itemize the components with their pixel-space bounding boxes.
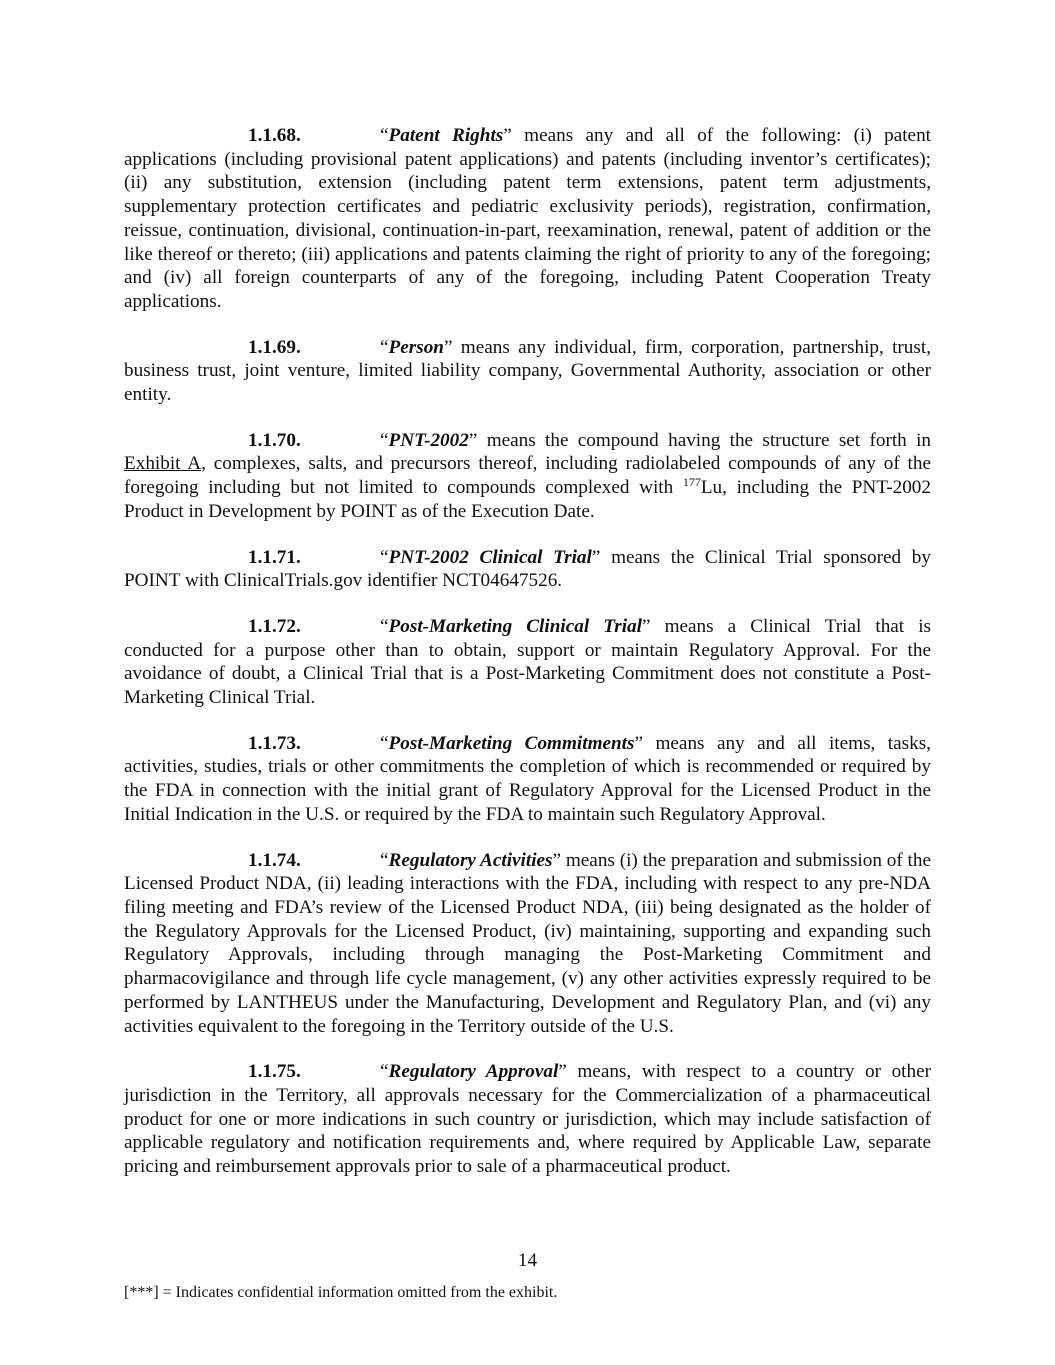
defined-term: PNT-2002 — [388, 429, 469, 451]
defined-term: Patent Rights — [388, 125, 504, 146]
definition-text: means a Clinical Trial that is conducted for a purpose other than to obtain, support or maintain Regulatory Approval. For the avoidance of doubt, a Clinical Trial that is a Post-Marketing Commitment does not constitute a Post-Marketing Clinical Trial. — [124, 615, 932, 709]
definition-text: means the Clinical Trial sponsored by POINT with ClinicalTrials.gov identifier NCT04647526. — [124, 546, 931, 592]
definition-text: Lu, including the PNT-2002 Product in Development by POINT as of the Execution Date. — [124, 477, 931, 522]
definition-text: means the compound having the structure set forth in — [477, 429, 931, 451]
definition-text: means (i) the preparation and submission of the Licensed Product NDA, (ii) leading interactions with the FDA, including with respect to any pre-NDA filing meeting and FDA’s review of the Licensed Product NDA, (iii) being designated as the holder of the Regulatory Approvals for the Licensed Product, (iv) maintaining, supporting and expanding such Regulatory Approvals, including through managing the Post-Marketing Commitment and pharmacovigilance and through life cycle management, (v) any other activities expressly required to be performed by LANTHEUS under the Manufacturing, Development and Regulatory Plan, and (vi) any activities equivalent to the foregoing in the Territory outside of the U.S. — [124, 849, 931, 1037]
section-number: 1.1.71. — [248, 546, 301, 568]
definition-1-1-70: 1.1.70. “PNT-2002” means the compound having the structure set forth in Exhibit A, complexes, salts, and precursors thereof, including radiolabeled compounds of any of the foregoing including but not limited to compounds complexed with $^{177}$Lu, including the PNT-2002 Product in Development by POINT as of the Execution Date. — [124, 429, 932, 522]
definition-text: means any and all of the following: (i) patent applications (including provisional patent applications) and patents (including inventor’s certificates); (ii) any substitution, extension (including patent term extensions, patent term adjustments, supplementary protection certificates and pediatric exclusivity periods), registration, confirmation, reissue, continuation, divisional, continuation-in-part, reexamination, renewal, patent of addition or the like thereof or thereto; (iii) applications and patents claiming the right of priority to any of the foregoing; and (iv) all foreign counterparts of any of the foregoing, including Patent Cooperation Treaty applications. — [124, 125, 931, 312]
confidentiality-footer: [***] = Indicates confidential information omitted from the exhibit. — [124, 1284, 558, 1301]
definition-1-1-69: 1.1.69. “Person” means any individual, firm, corporation, partnership, trust, business trust, joint venture, limited liability company, Governmental Authority, association or other entity. — [124, 336, 931, 406]
document-body — [124, 124, 931, 1201]
isotope-superscript: 177 — [682, 475, 701, 490]
section-number: 1.1.72. — [248, 615, 301, 637]
definition-text: means any and all items, tasks, activities, studies, trials or other commitments the completion of which is recommended or required by the FDA in connection with the initial grant of Regulatory Approval for the Licensed Product in the Initial Indication in the U.S. or required by the FDA to maintain such Regulatory Approval. — [124, 732, 931, 825]
section-number: 1.1.68. — [248, 125, 301, 146]
defined-term: Post-Marketing Clinical Trial — [388, 615, 642, 637]
definition-1-1-71: 1.1.71. “PNT-2002 Clinical Trial” means the Clinical Trial sponsored by POINT with ClinicalTrials.gov identifier NCT04647526. — [124, 546, 931, 592]
defined-term: Person — [388, 336, 444, 358]
defined-term: Regulatory Activities — [388, 849, 553, 871]
definition-1-1-72: 1.1.72. “Post-Marketing Clinical Trial” means a Clinical Trial that is conducted for a purpose other than to obtain, support or maintain Regulatory Approval. For the avoidance of doubt, a Clinical Trial that is a Post-Marketing Commitment does not constitute a Post-Marketing Clinical Trial. — [124, 615, 932, 709]
section-number: 1.1.75. — [248, 1061, 301, 1083]
section-number: 1.1.70. — [248, 429, 301, 451]
definition-1-1-75: 1.1.75. “Regulatory Approval” means, with respect to a country or other jurisdiction in the Territory, all approvals necessary for the Commercialization of a pharmaceutical product for one or more indications in such country or jurisdiction, which may include satisfaction of applicable regulatory and notification requirements and, where required by Applicable Law, separate pricing and reimbursement approvals prior to sale of a pharmaceutical product. — [124, 1061, 932, 1178]
page-number: 14 — [517, 1250, 538, 1271]
definition-text: means any individual, firm, corporation, partnership, trust, business trust, joint venture, limited liability company, Governmental Authority, association or other entity. — [124, 336, 931, 406]
definition-1-1-74: 1.1.74. “Regulatory Activities” means (i) the preparation and submission of the Licensed Product NDA, (ii) leading interactions with the FDA, including with respect to any pre-NDA filing meeting and FDA’s review of the Licensed Product NDA, (iii) being designated as the holder of the Regulatory Approvals for the Licensed Product, (iv) maintaining, supporting and expanding such Regulatory Approvals, including through managing the Post-Marketing Commitment and pharmacovigilance and through life cycle management, (v) any other activities expressly required to be performed by LANTHEUS under the Manufacturing, Development and Regulatory Plan, and (vi) any activities equivalent to the foregoing in the Territory outside of the U.S. — [124, 849, 931, 1037]
definition-1-1-73: 1.1.73. “Post-Marketing Commitments” means any and all items, tasks, activities, studies, trials or other commitments the completion of which is recommended or required by the FDA in connection with the initial grant of Regulatory Approval for the Licensed Product in the Initial Indication in the U.S. or required by the FDA to maintain such Regulatory Approval. — [124, 732, 931, 825]
definition-text: , complexes, salts, and precursors thereof, including radiolabeled compounds of any of the foregoing including but not limited to compounds complexed with — [124, 453, 932, 499]
defined-term: Regulatory Approval — [388, 1061, 559, 1083]
section-number: 1.1.73. — [248, 732, 301, 754]
section-number: 1.1.69. — [248, 336, 301, 358]
exhibit-reference: Exhibit A — [124, 453, 202, 475]
definition-1-1-68: 1.1.68. “Patent Rights” means any and all of the following: (i) patent applications (including provisional patent applications) and patents (including inventor’s certificates); (ii) any substitution, extension (including patent term extensions, patent term adjustments, supplementary protection certificates and pediatric exclusivity periods), registration, confirmation, reissue, continuation, divisional, continuation-in-part, reexamination, renewal, patent of addition or the like thereof or thereto; (iii) applications and patents claiming the right of priority to any of the foregoing; and (iv) all foreign counterparts of any of the foregoing, including Patent Cooperation Treaty applications. — [124, 125, 931, 312]
section-number: 1.1.74. — [248, 849, 301, 871]
definition-text: means, with respect to a country or other jurisdiction in the Territory, all approvals necessary for the Commercialization of a pharmaceutical product for one or more indications in such country or jurisdiction, which may include satisfaction of applicable regulatory and notification requirements and, where required by Applicable Law, separate pricing and reimbursement approvals prior to sale of a pharmaceutical product. — [124, 1061, 932, 1178]
defined-term: Post-Marketing Commitments — [388, 732, 635, 754]
defined-term: PNT-2002 Clinical Trial — [388, 546, 592, 568]
